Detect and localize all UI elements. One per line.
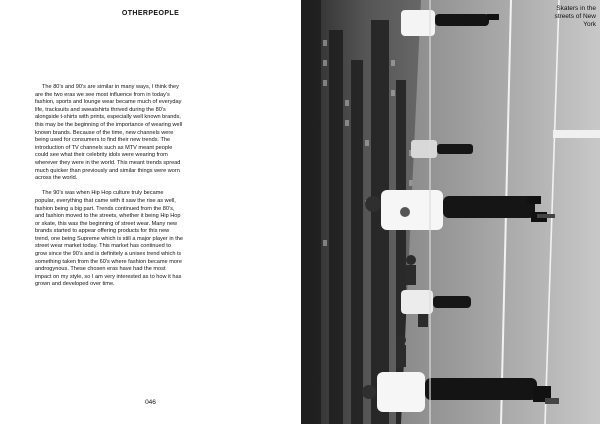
skaters-photo [301, 0, 600, 424]
running-head: OTHERPEOPLE [121, 10, 180, 17]
paragraph-1: The 80’s and 90’s are similar in many ways, I think they are the two eras we see most influence from in today’s fashion, sports and lounge wear became much of everyday life, tracksuits and sweatshirts thrived during the 80’s alongside t-shirts with prints, especially well known brands, this may be the beginning of the importance of wearing well known brands. Because of the time, new channels were being used for consumers to find their new trends. The introduction of TV channels such as MTV meant people could see what their celebrity idols were wearing from wherever they were in the world. This meant trends spread much quicker than previously and similar things were worn across the world. [35, 84, 183, 182]
page-number: 046 [145, 399, 156, 406]
paragraph-2: The 90’s was when Hip Hop culture truly became popular, everything that came with it saw the rise as well, fashion being a big part. Trends continued from the 80’s, and fashion moved to the streets, whether it being Hip Hop or skate, this was the beginning of street wear. Many new brands started to appear offering products for this new trend, one being Supreme which is still a major player in the street wear market today. This market has continued to grow since the 90’s and is definitely a unisex trend which is something taken from the 60’s where fashion became more androgynous. These chosen eras have had the most impact on my style, so I am very interested as to how it has grown and developed over time. [35, 190, 183, 288]
article-body [35, 84, 183, 297]
right-page [301, 0, 600, 424]
photo-caption: Skaters in the streets of New York [554, 5, 596, 28]
